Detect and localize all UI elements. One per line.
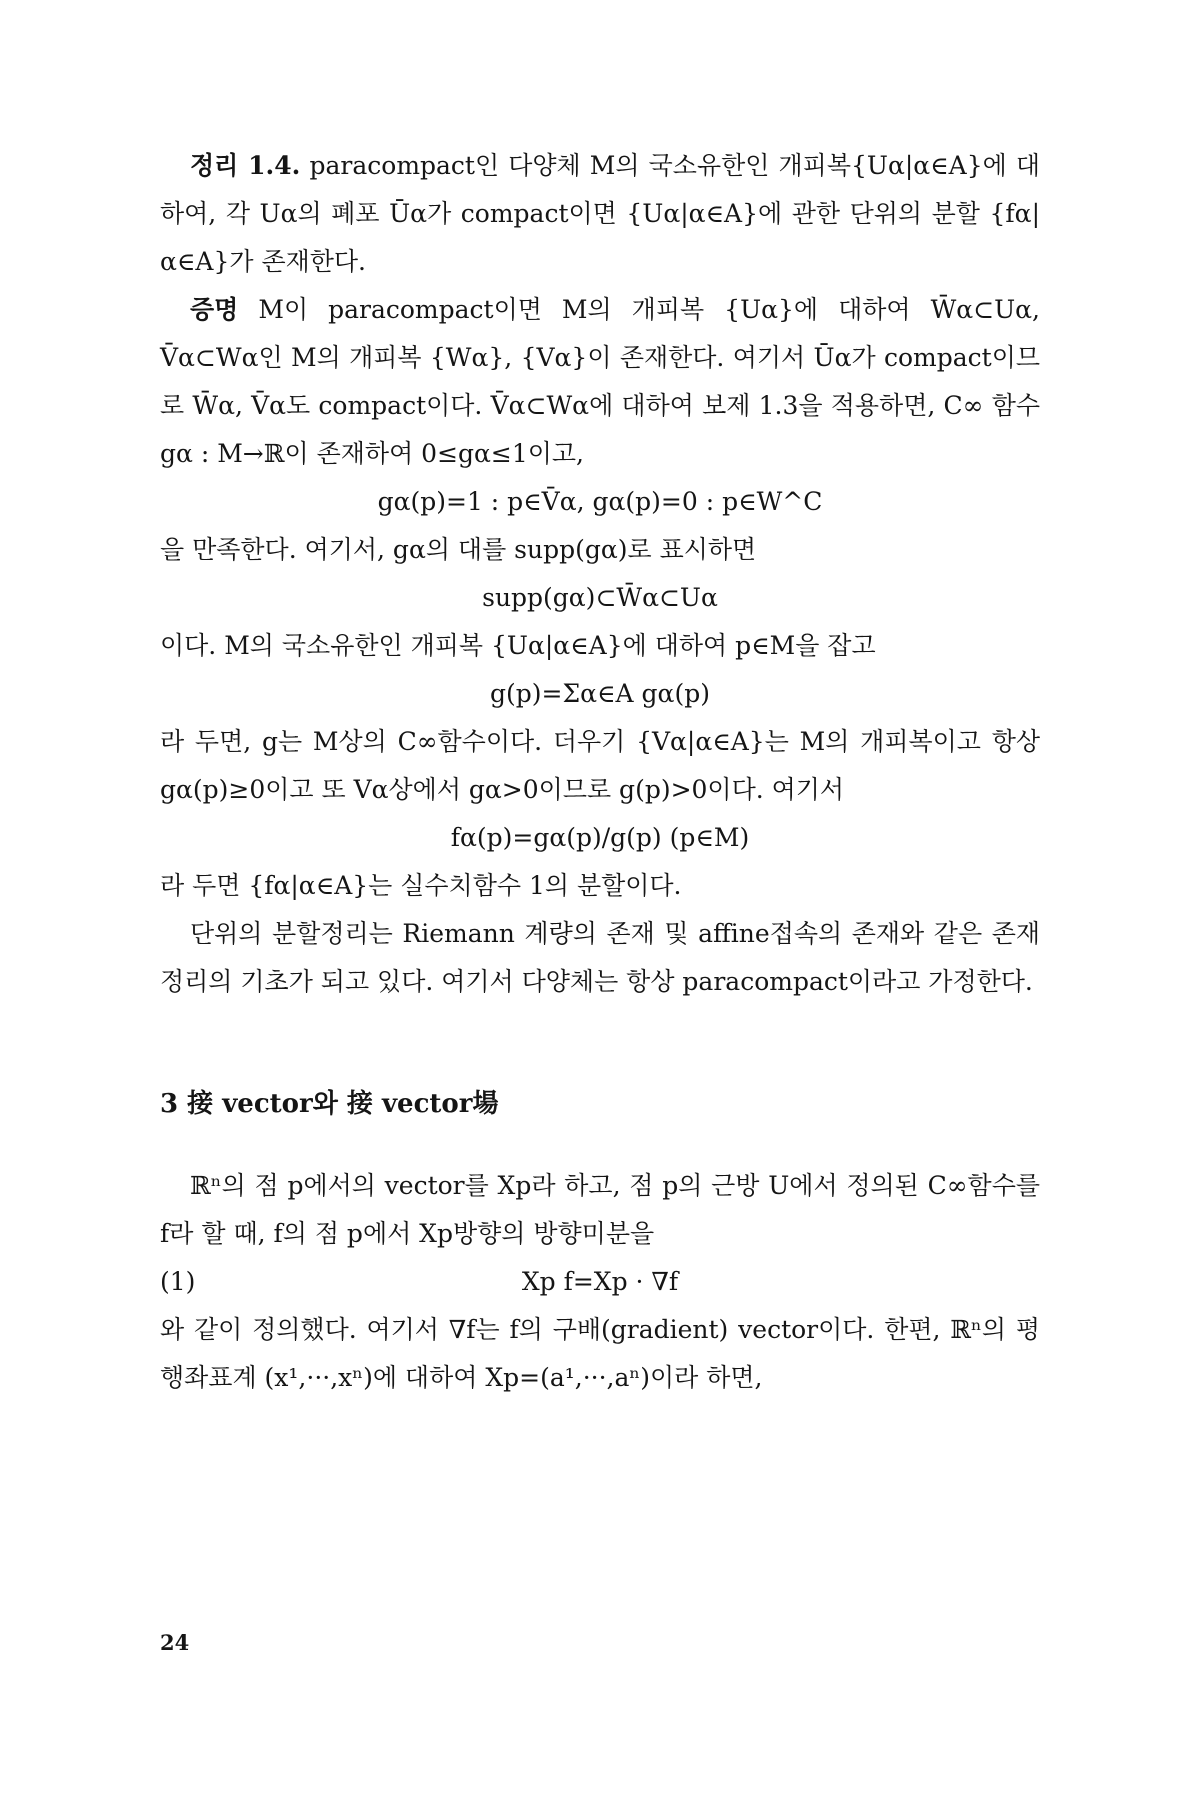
section-body xyxy=(160,1162,1040,1402)
proof-text: M이 paracompact이면 M의 개피복 {Uα}에 대하여 W̄α⊂Uα, V̄α⊂Wα인 M의 개피복 {Wα}, {Vα}이 존재한다. 여기서 Ūα가 compact이므로 W̄α, V̄α도 compact이다. V̄α⊂Wα에 대하여 보제 1.3을 적용하면, C∞ 함수 gα : M→ℝ이 존재하여 0≤gα≤1이고, xyxy=(160,295,1040,468)
equation-g-sum: g(p)=Σα∈A gα(p) xyxy=(490,679,710,708)
theorem-paragraph xyxy=(160,142,1040,286)
proof-label: 증명 xyxy=(190,295,239,324)
proof-para-3: 이다. M의 국소유한인 개피복 {Uα|α∈A}에 대하여 p∈M을 잡고 xyxy=(160,631,876,660)
proof-paragraph xyxy=(160,286,1040,478)
equation-g-alpha: gα(p)=1 : p∈V̄α, gα(p)=0 : p∈W^C xyxy=(377,487,823,516)
proof-para-4: 라 두면, g는 M상의 C∞함수이다. 더우기 {Vα|α∈A}는 M의 개피복이고 항상 gα(p)≥0이고 또 Vα상에서 gα>0이므로 g(p)>0이다. 여기서 xyxy=(160,727,1040,804)
section-para-1: ℝⁿ의 점 p에서의 vector를 Xp라 하고, 점 p의 근방 U에서 정의된 C∞함수를 f라 할 때, f의 점 p에서 Xp방향의 방향미분을 xyxy=(160,1171,1040,1248)
equation-1-row xyxy=(160,1258,1040,1306)
equation-number: (1) xyxy=(160,1267,196,1296)
equation-1: Xp f=Xp · ∇f xyxy=(521,1267,679,1296)
section-para-2: 와 같이 정의했다. 여기서 ∇f는 f의 구배(gradient) vector이다. 한편, ℝⁿ의 평행좌표계 (x¹,···,xⁿ)에 대하여 Xp=(a¹,···,aⁿ)이라 하면, xyxy=(160,1315,1040,1392)
proof-para-2: 을 만족한다. 여기서, gα의 대를 supp(gα)로 표시하면 xyxy=(160,535,757,564)
proof-para-5: 라 두면 {fα|α∈A}는 실수치함수 1의 분할이다. xyxy=(160,871,682,900)
page-number: 24 xyxy=(160,1630,190,1655)
equation-supp: supp(gα)⊂W̄α⊂Uα xyxy=(482,583,718,612)
theorem-block xyxy=(160,142,1040,286)
proof-para-6: 단위의 분할정리는 Riemann 계량의 존재 및 affine접속의 존재와 같은 존재정리의 기초가 되고 있다. 여기서 다양체는 항상 paracompact이라고 가정한다. xyxy=(160,919,1040,996)
equation-f-alpha: fα(p)=gα(p)/g(p) (p∈M) xyxy=(450,823,750,852)
proof-block xyxy=(160,286,1040,1006)
theorem-label: 정리 1.4. xyxy=(190,151,301,180)
section-block xyxy=(160,1080,1040,1128)
theorem-text: paracompact인 다양체 M의 국소유한인 개피복{Uα|α∈A}에 대하여, 각 Uα의 폐포 Ūα가 compact이면 {Uα|α∈A}에 관한 단위의 분할 {fα|α∈A}가 존재한다. xyxy=(160,151,1041,276)
section-heading: 3 接 vector와 接 vector場 xyxy=(160,1089,499,1119)
